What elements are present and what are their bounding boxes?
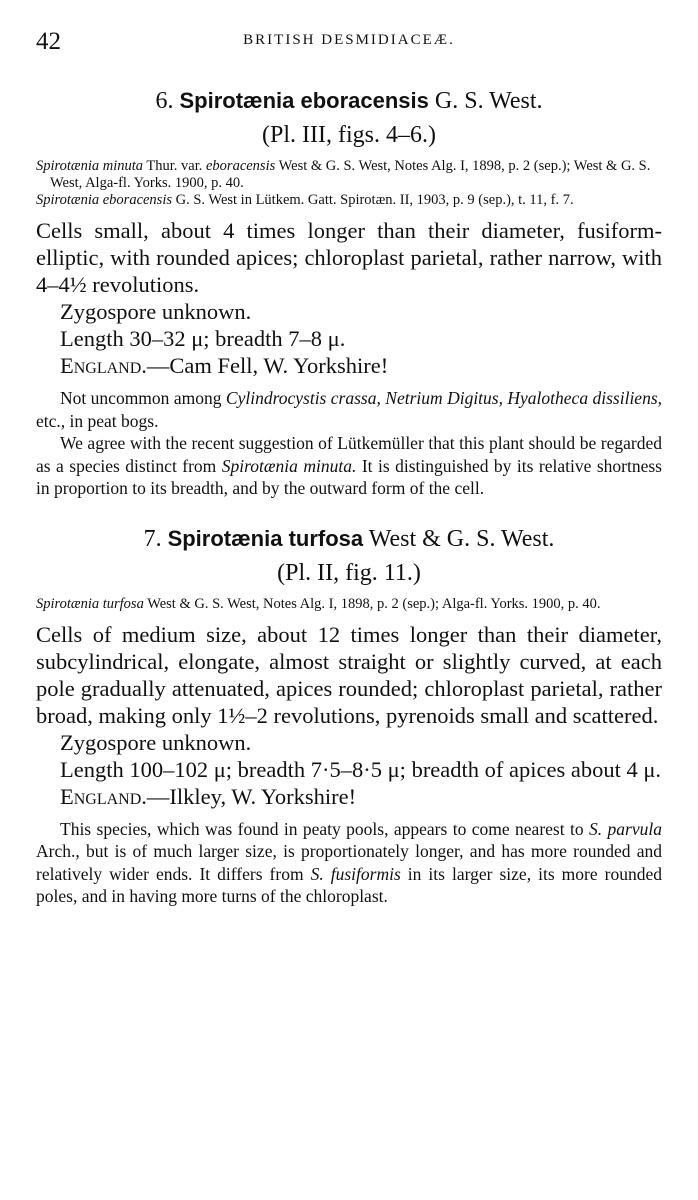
synonym-entry	[36, 158, 662, 192]
page-number: 42	[36, 28, 61, 55]
synonym-variety: eboracensis	[205, 158, 276, 174]
synonym-citation: West & G. S. West, Notes Alg. I, 1898, p. 2 (sep.); Alga-fl. Yorks. 1900, p. 40.	[143, 595, 601, 612]
note-taxon: S. fusiformis	[310, 863, 401, 884]
description-text: Cells small, about 4 times longer than their diameter, fusiform-elliptic, with rounded apices; chloroplast parietal, rather narrow, with 4–4½ revolutions.	[36, 218, 662, 297]
species-name: Spirotænia turfosa	[167, 525, 364, 551]
synonymy	[36, 158, 662, 209]
species-number: 6.	[155, 88, 174, 114]
measurements-text: Length 100–102 μ; breadth 7·5–8·5 μ; breadth of apices about 4 μ.	[60, 756, 662, 782]
locality-country: England.	[60, 783, 147, 809]
note-paragraph	[36, 387, 662, 432]
note-text: in its larger size, its more rounded poles, and in having more turns of the chloroplast.	[36, 863, 662, 906]
species-entry-6	[36, 86, 662, 500]
locality-line	[36, 783, 662, 810]
running-head	[36, 0, 662, 60]
note-text: It is distinguished by its relative shortness in proportion to its breadth, and by the outward form of the cell.	[36, 455, 662, 498]
synonymy	[36, 596, 662, 613]
zygospore-text: Zygospore unknown.	[60, 729, 252, 755]
description-text: Cells of medium size, about 12 times longer than their diameter, subcylindrical, elongate, almost straight or slightly curved, at each pole gradually attenuated, apices rounded; chloroplast parietal, rather broad, making only 1½–2 revolutions, pyrenoids small and scattered.	[36, 621, 662, 728]
synonym-name: Spirotænia turfosa	[36, 595, 144, 612]
note-taxa: Cylindrocystis crassa, Netrium Digitus, Hyalotheca dissiliens,	[225, 388, 663, 408]
note-text: etc., in peat bogs.	[36, 410, 159, 431]
synonym-name: Spirotænia minuta	[36, 158, 144, 174]
species-heading	[36, 524, 662, 554]
species-authority: G. S. West.	[434, 88, 543, 114]
note-taxon: Spirotænia minuta.	[221, 455, 357, 476]
note-text: Not uncommon among	[60, 388, 226, 408]
synonym-citation: Thur. var.	[143, 158, 206, 174]
locality-text: —Cam Fell, W. Yorkshire!	[146, 353, 389, 378]
zygospore-text: Zygospore unknown.	[60, 299, 252, 324]
plate-reference: (Pl. III, figs. 4–6.)	[262, 122, 436, 148]
locality-country: England.	[60, 353, 147, 378]
species-heading	[36, 86, 662, 116]
species-number: 7.	[143, 525, 162, 552]
locality-line	[36, 352, 662, 379]
locality-text: —Ilkley, W. Yorkshire!	[146, 783, 357, 809]
running-title: BRITISH DESMIDIACEÆ.	[243, 32, 455, 48]
measurements-text: Length 30–32 μ; breadth 7–8 μ.	[60, 326, 346, 351]
note-text: We agree with the recent suggestion of Lütkemüller that this plant should be regarded as a species distinct from	[36, 433, 662, 476]
synonym-citation: G. S. West in Lütkem. Gatt. Spirotæn. II, 1903, p. 9 (sep.), t. 11, f. 7.	[172, 192, 574, 208]
synonym-name: Spirotænia eboracensis	[36, 192, 173, 208]
species-notes	[36, 387, 662, 500]
note-paragraph	[36, 432, 662, 500]
plate-reference: (Pl. II, fig. 11.)	[277, 559, 421, 586]
synonym-entry	[36, 192, 662, 209]
note-text: This species, which was found in peaty pools, appears to come nearest to	[60, 818, 590, 839]
note-paragraph	[36, 818, 662, 908]
species-notes	[36, 818, 662, 908]
note-taxon: S. parvula	[589, 818, 662, 839]
species-description	[36, 217, 662, 379]
species-entry-7	[36, 524, 662, 908]
species-description	[36, 621, 662, 810]
synonym-citation: West & G. S. West, Notes Alg. I, 1898, p. 2 (sep.); West & G. S. West, Alga-fl. Yorks. 1900, p. 40.	[50, 158, 651, 191]
note-text: Arch., but is of much larger size, is proportionately longer, and has more rounded and relatively wider ends. It differs from	[36, 841, 662, 884]
species-authority: West & G. S. West.	[368, 525, 555, 552]
species-name: Spirotænia eboracensis	[179, 88, 429, 113]
synonym-entry	[36, 596, 662, 613]
